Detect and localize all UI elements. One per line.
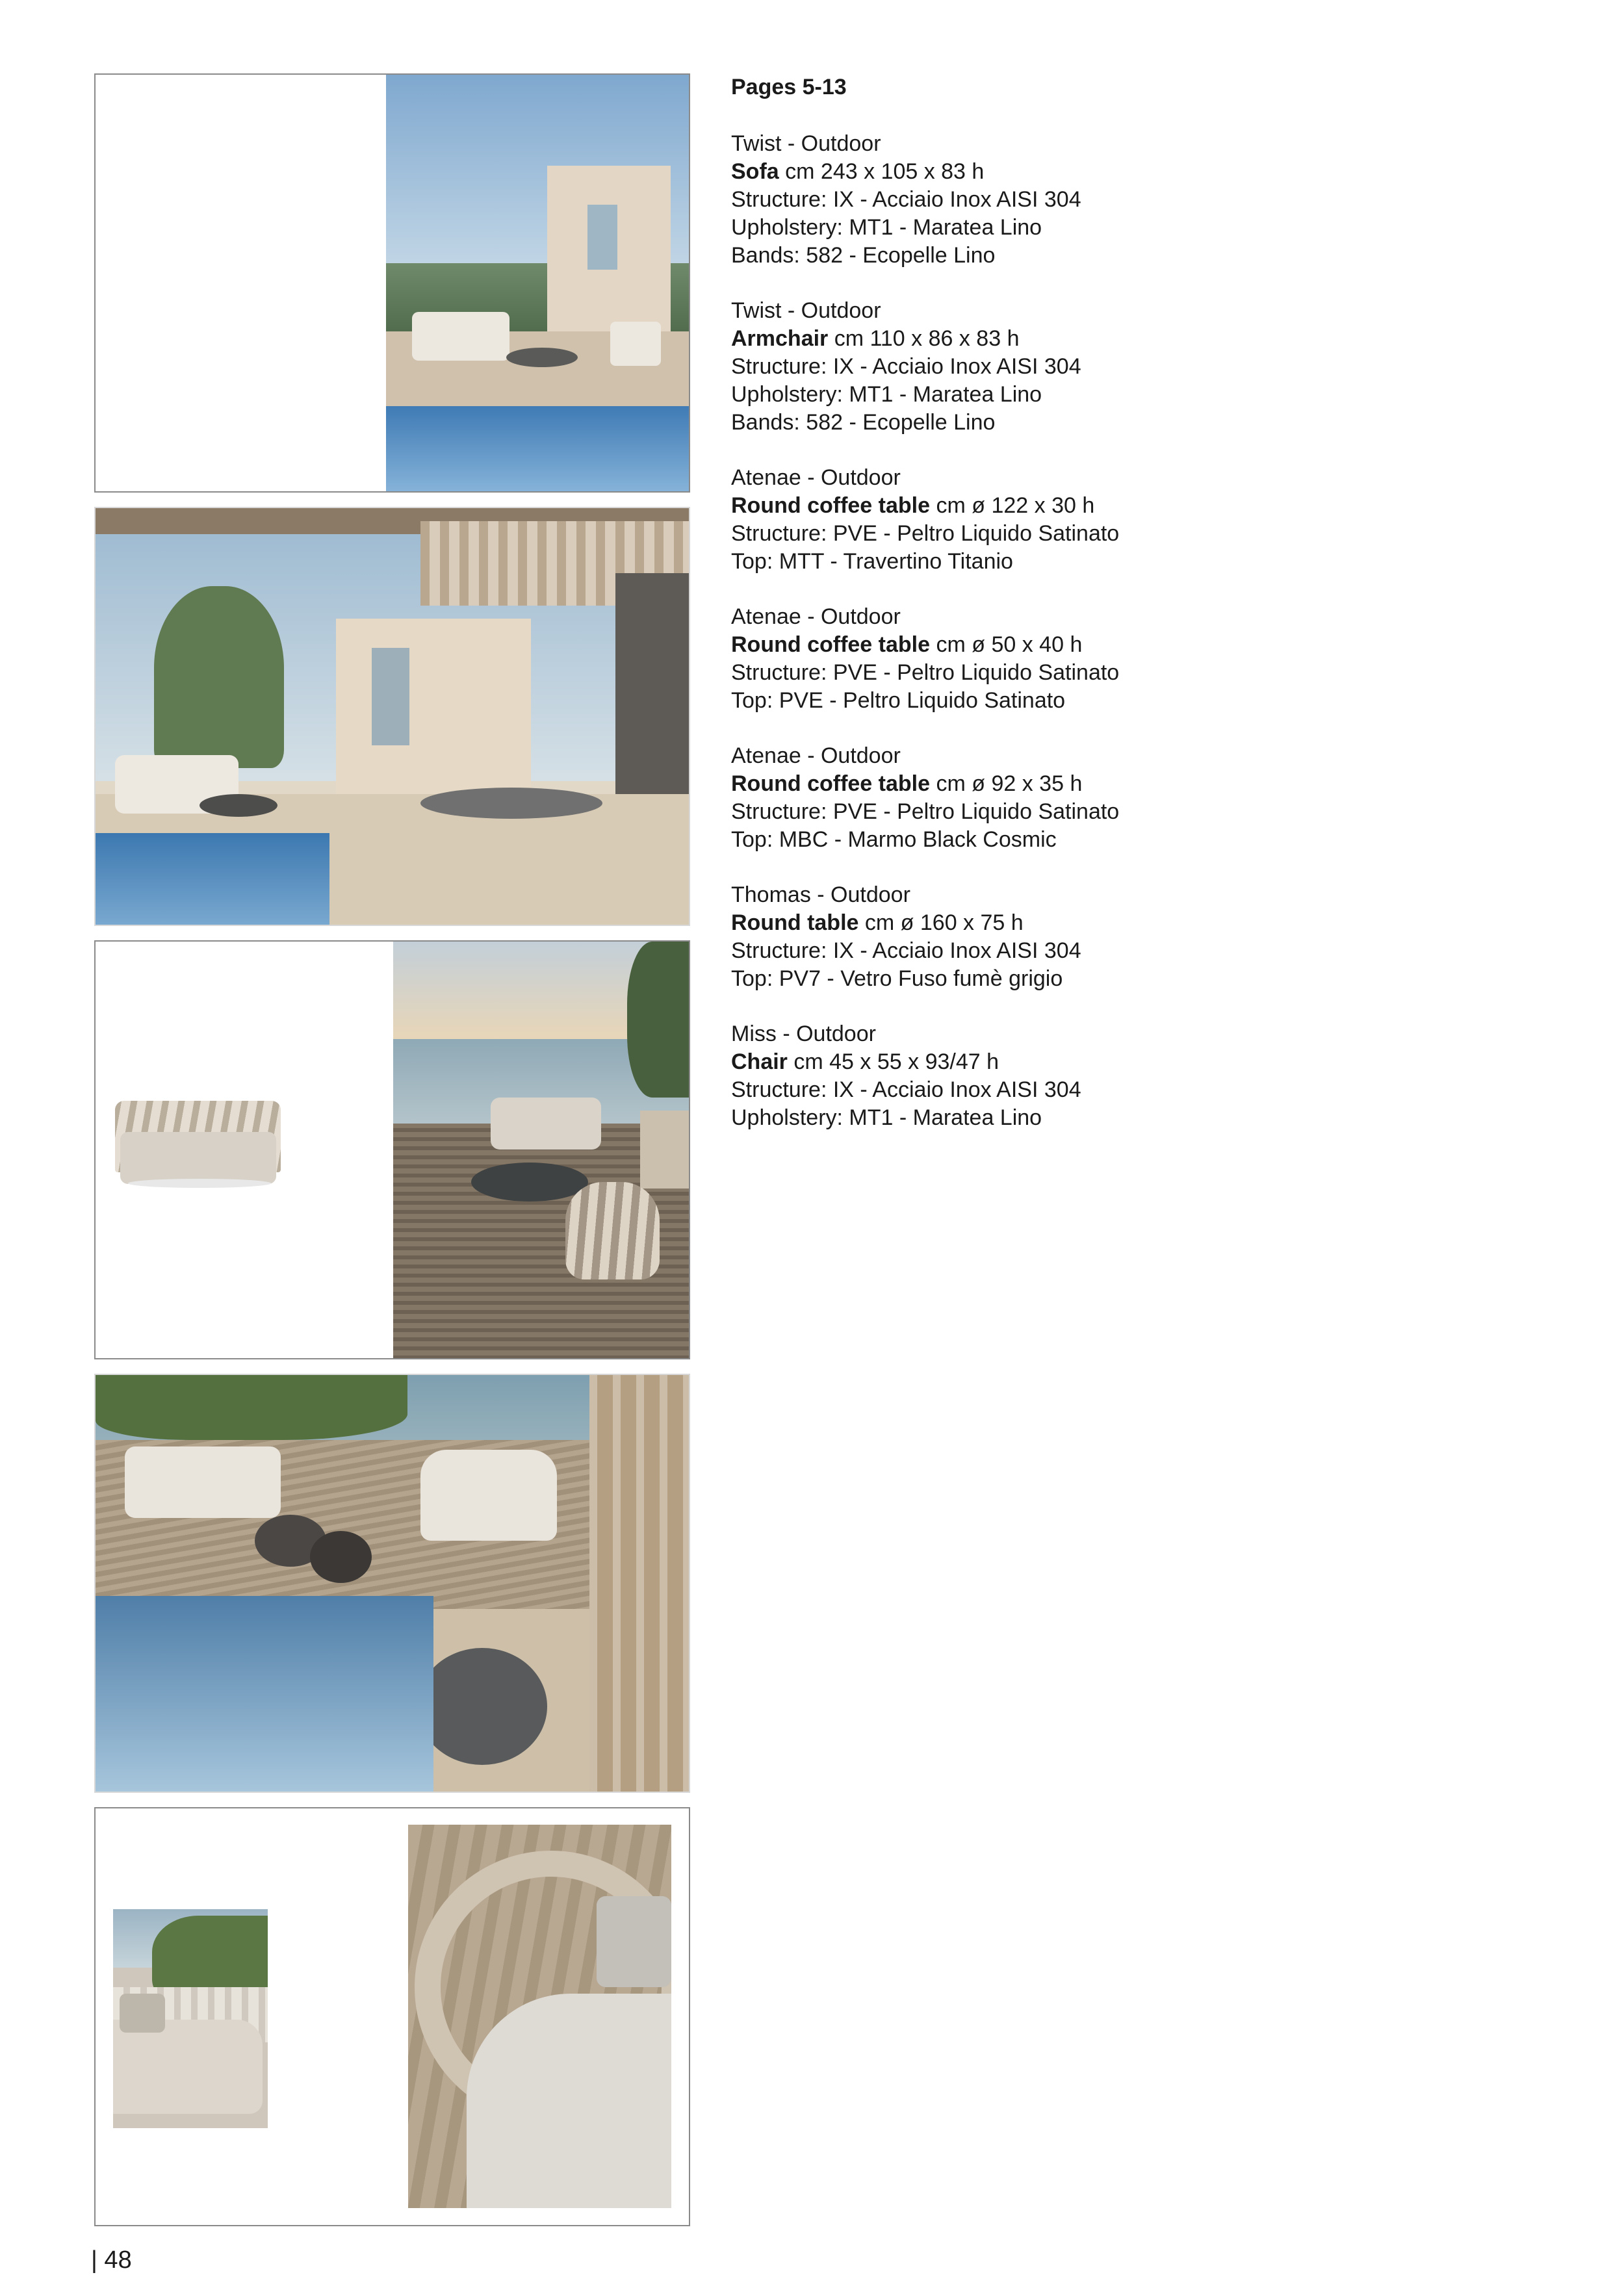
item-name: Chair <box>731 1049 788 1074</box>
item-line <box>731 770 1576 798</box>
product-entry <box>731 464 1576 576</box>
aerial-terrace-photo <box>96 1375 690 1793</box>
collection-name: Twist - Outdoor <box>731 131 881 156</box>
item-name: Round coffee table <box>731 771 931 796</box>
pool-terrace-photo <box>386 75 690 493</box>
collection-name: Thomas - Outdoor <box>731 882 910 907</box>
product-specs <box>731 73 1576 1159</box>
spec-line: Structure: IX - Acciaio Inox AISI 304 <box>731 354 1081 379</box>
dining-terrace-photo <box>96 508 690 926</box>
spec-line: Structure: PVE - Peltro Liquido Satinato <box>731 799 1120 824</box>
item-name: Round table <box>731 910 859 935</box>
page-thumbnail-1 <box>94 73 690 493</box>
product-entry <box>731 742 1576 854</box>
item-dimensions: cm 243 x 105 x 83 h <box>785 159 985 184</box>
product-entry <box>731 1020 1576 1132</box>
item-name: Round coffee table <box>731 493 931 518</box>
item-line <box>731 158 1576 186</box>
item-line <box>731 492 1576 520</box>
spec-line: Top: PVE - Peltro Liquido Satinato <box>731 688 1066 713</box>
item-dimensions: cm ø 160 x 75 h <box>864 910 1024 935</box>
collection-name: Atenae - Outdoor <box>731 743 901 768</box>
product-entry <box>731 881 1576 993</box>
item-name: Round coffee table <box>731 632 931 657</box>
spec-line: Top: MBC - Marmo Black Cosmic <box>731 827 1057 852</box>
page-thumbnail-5 <box>94 1807 690 2226</box>
item-dimensions: cm 110 x 86 x 83 h <box>834 326 1020 351</box>
page-thumbnail-2 <box>94 507 690 926</box>
spec-line: Structure: IX - Acciaio Inox AISI 304 <box>731 938 1081 963</box>
item-dimensions: cm ø 92 x 35 h <box>936 771 1083 796</box>
collection-name: Atenae - Outdoor <box>731 465 901 490</box>
product-entry <box>731 130 1576 270</box>
item-line <box>731 909 1576 937</box>
item-line <box>731 631 1576 659</box>
section-heading: Pages 5-13 <box>731 75 847 99</box>
spec-line: Structure: IX - Acciaio Inox AISI 304 <box>731 187 1081 212</box>
spec-line: Upholstery: MT1 - Maratea Lino <box>731 382 1042 407</box>
spec-line: Structure: PVE - Peltro Liquido Satinato <box>731 521 1120 546</box>
sofa-detail-photo <box>408 1825 671 2208</box>
spec-line: Structure: IX - Acciaio Inox AISI 304 <box>731 1077 1081 1102</box>
spec-line: Bands: 582 - Ecopelle Lino <box>731 243 996 268</box>
spec-line: Structure: PVE - Peltro Liquido Satinato <box>731 660 1120 685</box>
spec-line: Top: MTT - Travertino Titanio <box>731 549 1013 574</box>
item-dimensions: cm ø 122 x 30 h <box>936 493 1095 518</box>
product-entry <box>731 297 1576 437</box>
page-thumbnail-3 <box>94 940 690 1359</box>
spec-line: Upholstery: MT1 - Maratea Lino <box>731 215 1042 240</box>
product-entry <box>731 603 1576 715</box>
spec-line: Top: PV7 - Vetro Fuso fumè grigio <box>731 966 1063 991</box>
ocean-deck-photo <box>393 942 690 1359</box>
item-name: Armchair <box>731 326 829 351</box>
spec-line: Bands: 582 - Ecopelle Lino <box>731 410 996 435</box>
item-dimensions: cm 45 x 55 x 93/47 h <box>793 1049 999 1074</box>
page-number: | 48 <box>91 2246 132 2274</box>
page-thumbnail-4 <box>94 1374 690 1793</box>
item-line <box>731 325 1576 353</box>
spec-line: Upholstery: MT1 - Maratea Lino <box>731 1105 1042 1130</box>
collection-name: Twist - Outdoor <box>731 298 881 323</box>
item-line <box>731 1048 1576 1076</box>
collection-name: Miss - Outdoor <box>731 1022 876 1046</box>
sofa-product-cutout <box>109 1094 287 1205</box>
collection-name: Atenae - Outdoor <box>731 604 901 629</box>
item-name: Sofa <box>731 159 779 184</box>
item-dimensions: cm ø 50 x 40 h <box>936 632 1083 657</box>
sofa-by-lake-photo <box>113 1909 268 2128</box>
